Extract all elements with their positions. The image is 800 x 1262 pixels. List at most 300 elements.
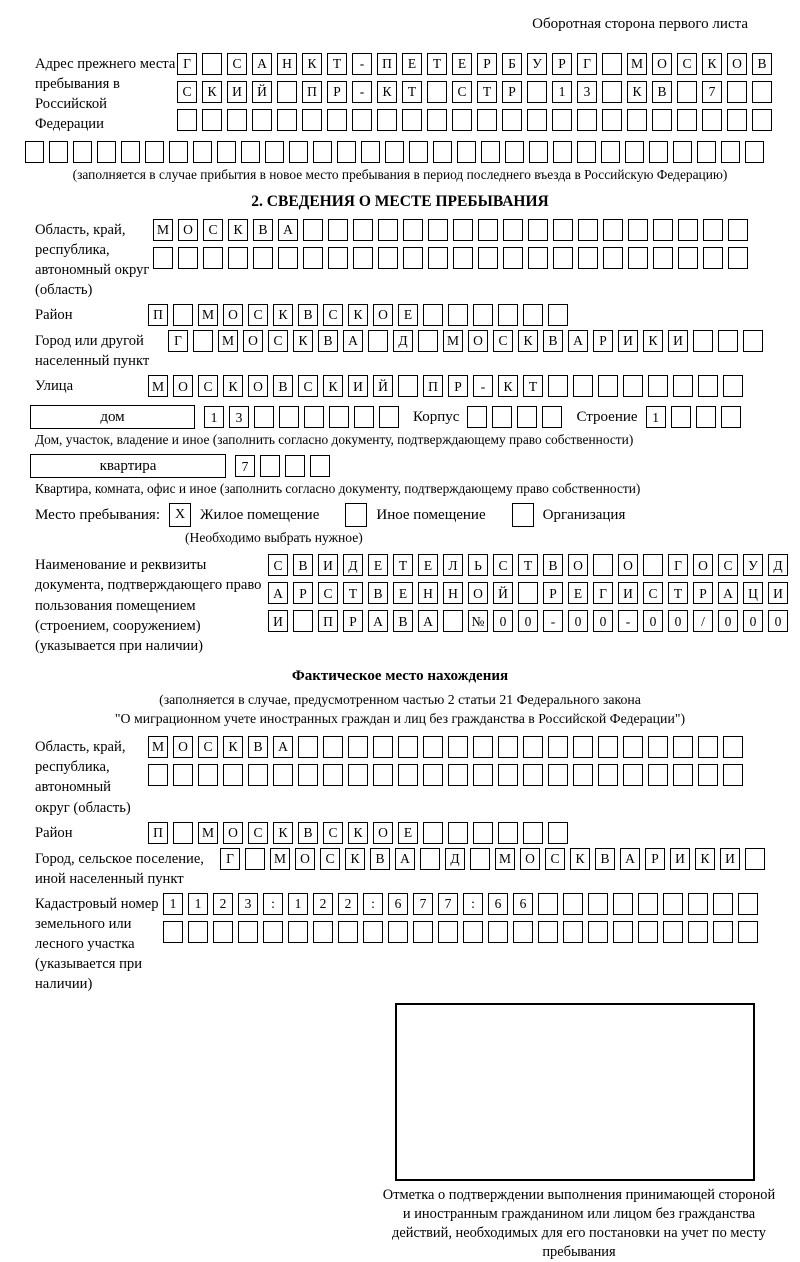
option-label-organizatsiya: Организация [542,506,626,523]
char-cell [448,764,468,786]
char-cell: Т [477,81,497,103]
char-cell: 2 [338,893,358,915]
char-cell [241,141,260,163]
char-cell [601,141,620,163]
char-cell: О [373,822,393,844]
char-cell: К [323,375,343,397]
region-block [35,219,800,301]
char-cell: Р [645,848,665,870]
char-cell: О [248,375,268,397]
char-cell [528,219,548,241]
char-cell: К [702,53,722,75]
char-cell: К [627,81,647,103]
char-cell [553,219,573,241]
char-cell: К [377,81,397,103]
char-cell [428,219,448,241]
char-cell: С [203,219,223,241]
char-cell [373,764,393,786]
char-cell [577,109,597,131]
char-cell [193,330,213,352]
region-row-1 [153,219,748,241]
char-cell: К [302,53,322,75]
char-cell: П [302,81,322,103]
char-cell: 0 [568,610,588,632]
char-cell [523,736,543,758]
char-cell: К [223,375,243,397]
char-cell [673,736,693,758]
char-cell: И [720,848,740,870]
district-label: Район [35,307,73,323]
char-cell [503,247,523,269]
char-cell [538,921,558,943]
char-cell [505,141,524,163]
char-cell [310,455,330,477]
char-cell [752,81,772,103]
char-cell [177,109,197,131]
char-cell: С [298,375,318,397]
char-cell: Т [327,53,347,75]
cadastral-row-2 [163,921,758,943]
char-cell [513,921,533,943]
char-cell: В [253,219,273,241]
char-cell: Д [393,330,413,352]
char-cell: О [373,304,393,326]
char-cell [678,219,698,241]
char-cell [548,304,568,326]
char-cell [578,247,598,269]
char-cell: Р [552,53,572,75]
char-cell [202,53,222,75]
city-row [168,330,763,352]
char-cell: Р [543,582,563,604]
char-cell [503,219,523,241]
char-cell [418,330,438,352]
char-cell: 1 [204,406,224,428]
char-cell [245,848,265,870]
char-cell [638,921,658,943]
char-cell [698,764,718,786]
char-cell [323,736,343,758]
char-cell: Е [398,304,418,326]
char-cell [523,764,543,786]
char-cell [253,247,273,269]
char-cell [688,893,708,915]
char-cell [398,764,418,786]
street-block [35,375,800,397]
prev-address-row-3 [177,109,772,131]
city-label: Город или другой населенный пункт [35,333,150,370]
char-cell [602,109,622,131]
char-cell [302,109,322,131]
actual-region-row-1 [148,736,743,758]
char-cell: 3 [238,893,258,915]
char-cell: У [743,554,763,576]
char-cell [538,893,558,915]
char-cell: К [695,848,715,870]
char-cell: К [498,375,518,397]
confirmation-mark-caption: Отметка о подтверждении выполнения принимающей стороной и иностранным гражданином или лицом без гражданства действий, необходимых для его постановки на учет по месту пребывания [382,1186,776,1260]
char-cell [379,406,399,428]
char-cell [145,141,164,163]
char-cell: О [468,582,488,604]
char-cell: О [173,375,193,397]
char-cell: 1 [646,406,666,428]
char-cell: И [348,375,368,397]
char-cell: 1 [163,893,183,915]
page-side-note: Оборотная сторона первого листа [532,16,748,32]
char-cell: М [198,304,218,326]
char-cell [352,109,372,131]
char-cell: 0 [768,610,788,632]
char-cell: К [228,219,248,241]
actual-city-row [220,848,765,870]
char-cell: 3 [229,406,249,428]
char-cell: Д [768,554,788,576]
char-cell [473,764,493,786]
char-cell [452,109,472,131]
char-cell [353,247,373,269]
char-cell: Т [393,554,413,576]
char-cell [728,219,748,241]
prev-address-caption: (заполняется в случае прибытия в новое место пребывания в период последнего въезда в Российскую Федерацию) [72,166,728,182]
street-label: Улица [35,378,74,395]
actual-city-label: Город, сельское поселение, иной населенный пункт [35,850,204,887]
char-cell [173,304,193,326]
char-cell: Й [493,582,513,604]
char-cell: Р [293,582,313,604]
char-cell: В [652,81,672,103]
char-cell: И [670,848,690,870]
char-cell [678,247,698,269]
char-cell [278,247,298,269]
char-cell: С [227,53,247,75]
char-cell [427,109,447,131]
char-cell: Е [398,822,418,844]
char-cell [363,921,383,943]
char-cell [304,406,324,428]
char-cell [492,406,512,428]
char-cell [723,375,743,397]
char-cell [628,219,648,241]
actual-location-title: Фактическое место нахождения [291,667,509,684]
char-cell [217,141,236,163]
char-cell: В [393,610,413,632]
char-cell [25,141,44,163]
char-cell: 7 [702,81,722,103]
char-cell [528,247,548,269]
char-cell: Р [477,53,497,75]
char-cell: С [718,554,738,576]
char-cell: С [320,848,340,870]
char-cell: В [298,822,318,844]
char-cell [298,736,318,758]
korpus-cells [467,406,562,428]
char-cell [623,764,643,786]
char-cell [457,141,476,163]
char-cell [573,764,593,786]
char-cell: Й [373,375,393,397]
char-cell: Р [343,610,363,632]
char-cell [213,921,233,943]
char-cell [427,81,447,103]
char-cell [378,247,398,269]
char-cell [498,822,518,844]
char-cell [178,247,198,269]
char-cell [398,375,418,397]
char-cell: С [323,822,343,844]
char-cell: И [268,610,288,632]
korpus-label: Корпус [413,408,460,425]
char-cell [693,330,713,352]
char-cell: М [495,848,515,870]
char-cell [148,764,168,786]
char-cell: : [363,893,383,915]
prev-address-label: Адрес прежнего места пребывания в Российской Федерации [35,56,176,133]
char-cell [498,764,518,786]
char-cell: И [768,582,788,604]
char-cell [721,141,740,163]
stroenie-label: Строение [576,408,638,425]
char-cell: О [618,554,638,576]
char-cell: И [227,81,247,103]
char-cell: Е [368,554,388,576]
char-cell: К [570,848,590,870]
char-cell [648,375,668,397]
char-cell: А [268,582,288,604]
char-cell [702,109,722,131]
char-cell [448,822,468,844]
cadastral-label: Кадастровый номер земельного или лесного участка (указывается при наличии) [35,895,159,993]
char-cell: Т [343,582,363,604]
char-cell: 0 [593,610,613,632]
char-cell: 6 [488,893,508,915]
char-cell: Г [593,582,613,604]
char-cell [328,247,348,269]
char-cell: 6 [388,893,408,915]
char-cell [602,53,622,75]
cadastral-block [35,893,800,995]
char-cell [313,141,332,163]
char-cell [202,109,222,131]
char-cell [260,455,280,477]
char-cell [337,141,356,163]
char-cell: С [198,736,218,758]
char-cell: О [223,304,243,326]
char-cell [653,247,673,269]
section2-title: 2. СВЕДЕНИЯ О МЕСТЕ ПРЕБЫВАНИЯ [251,192,549,210]
char-cell [473,736,493,758]
char-cell: И [318,554,338,576]
char-cell: 0 [518,610,538,632]
region-row-2 [153,247,748,269]
char-cell: М [148,736,168,758]
checkbox-organizatsiya [512,503,534,527]
char-cell [353,219,373,241]
char-cell: К [643,330,663,352]
document-block [35,554,800,656]
cadastral-row-1 [163,893,758,915]
char-cell: - [473,375,493,397]
char-cell: У [527,53,547,75]
char-cell: - [618,610,638,632]
char-cell [552,109,572,131]
char-cell [548,822,568,844]
char-cell [602,81,622,103]
district-block [35,304,800,326]
char-cell [477,109,497,131]
char-cell [677,81,697,103]
char-cell [329,406,349,428]
char-cell: П [377,53,397,75]
char-cell [727,109,747,131]
char-cell [188,921,208,943]
char-cell [73,141,92,163]
char-cell [279,406,299,428]
char-cell [303,247,323,269]
char-cell [603,247,623,269]
char-cell [649,141,668,163]
stay-type-label: Место пребывания: [35,506,160,523]
char-cell [163,921,183,943]
char-cell [398,736,418,758]
char-cell [338,921,358,943]
char-cell [623,736,643,758]
street-row [148,375,743,397]
char-cell: А [620,848,640,870]
char-cell: Р [593,330,613,352]
char-cell [713,921,733,943]
char-cell [273,764,293,786]
char-cell [453,247,473,269]
char-cell: Е [568,582,588,604]
char-cell [254,406,274,428]
char-cell: А [418,610,438,632]
char-cell [303,219,323,241]
char-cell: 1 [188,893,208,915]
char-cell: Т [518,554,538,576]
char-cell [327,109,347,131]
char-cell [502,109,522,131]
char-cell [563,893,583,915]
actual-region-label: Область, край, республика, автономный округ (область) [35,739,131,816]
char-cell: С [318,582,338,604]
char-cell: Н [277,53,297,75]
char-cell [463,921,483,943]
char-cell [97,141,116,163]
char-cell: 0 [718,610,738,632]
char-cell [313,921,333,943]
char-cell [403,219,423,241]
char-cell [285,455,305,477]
char-cell [553,247,573,269]
char-cell [223,764,243,786]
char-cell: О [295,848,315,870]
char-cell [627,109,647,131]
char-cell [743,330,763,352]
char-cell [373,736,393,758]
char-cell [663,893,683,915]
char-cell [593,554,613,576]
char-cell: Ь [468,554,488,576]
char-cell: О [243,330,263,352]
char-cell [671,406,691,428]
char-cell: К [223,736,243,758]
char-cell: А [278,219,298,241]
char-cell: : [463,893,483,915]
char-cell [518,582,538,604]
char-cell: Г [220,848,240,870]
prev-address-row-1 [177,53,772,75]
char-cell [453,219,473,241]
char-cell [403,247,423,269]
char-cell: Е [452,53,472,75]
char-cell: Р [327,81,347,103]
char-cell: Т [427,53,447,75]
char-cell [625,141,644,163]
house-number-cells [204,406,399,428]
char-cell [723,764,743,786]
char-cell: Т [668,582,688,604]
actual-location-subtitle-2: "О миграционном учете иностранных граждан и лиц без гражданства в Российской Федерации") [114,710,686,726]
char-cell [428,247,448,269]
char-cell [548,764,568,786]
checkbox-zhiloe-pomeschenie: X [169,503,191,527]
char-cell: А [252,53,272,75]
char-cell [673,375,693,397]
char-cell [598,375,618,397]
char-cell: 7 [438,893,458,915]
char-cell: П [318,610,338,632]
char-cell: Н [443,582,463,604]
char-cell [648,736,668,758]
char-cell [703,219,723,241]
apartment-cells [235,455,330,477]
confirmation-mark-box [395,1003,755,1181]
char-cell [433,141,452,163]
char-cell: 1 [552,81,572,103]
char-cell [638,893,658,915]
char-cell: Г [168,330,188,352]
char-cell [354,406,374,428]
checkbox-inoe-pomeschenie [345,503,367,527]
char-cell: С [248,822,268,844]
char-cell: К [518,330,538,352]
char-cell [628,247,648,269]
char-cell: А [718,582,738,604]
char-cell [121,141,140,163]
char-cell [248,764,268,786]
actual-district-block [35,822,800,844]
char-cell: О [727,53,747,75]
char-cell [348,736,368,758]
char-cell [745,141,764,163]
char-cell [481,141,500,163]
char-cell: 7 [413,893,433,915]
char-cell: М [153,219,173,241]
char-cell: О [468,330,488,352]
char-cell [348,764,368,786]
char-cell: С [198,375,218,397]
char-cell [368,330,388,352]
char-cell [697,141,716,163]
char-cell [623,375,643,397]
char-cell [598,764,618,786]
char-cell: 0 [668,610,688,632]
char-cell [723,736,743,758]
stroenie-cells [646,406,741,428]
char-cell: А [273,736,293,758]
region-label: Область, край, республика, автономный округ (область) [35,221,150,298]
